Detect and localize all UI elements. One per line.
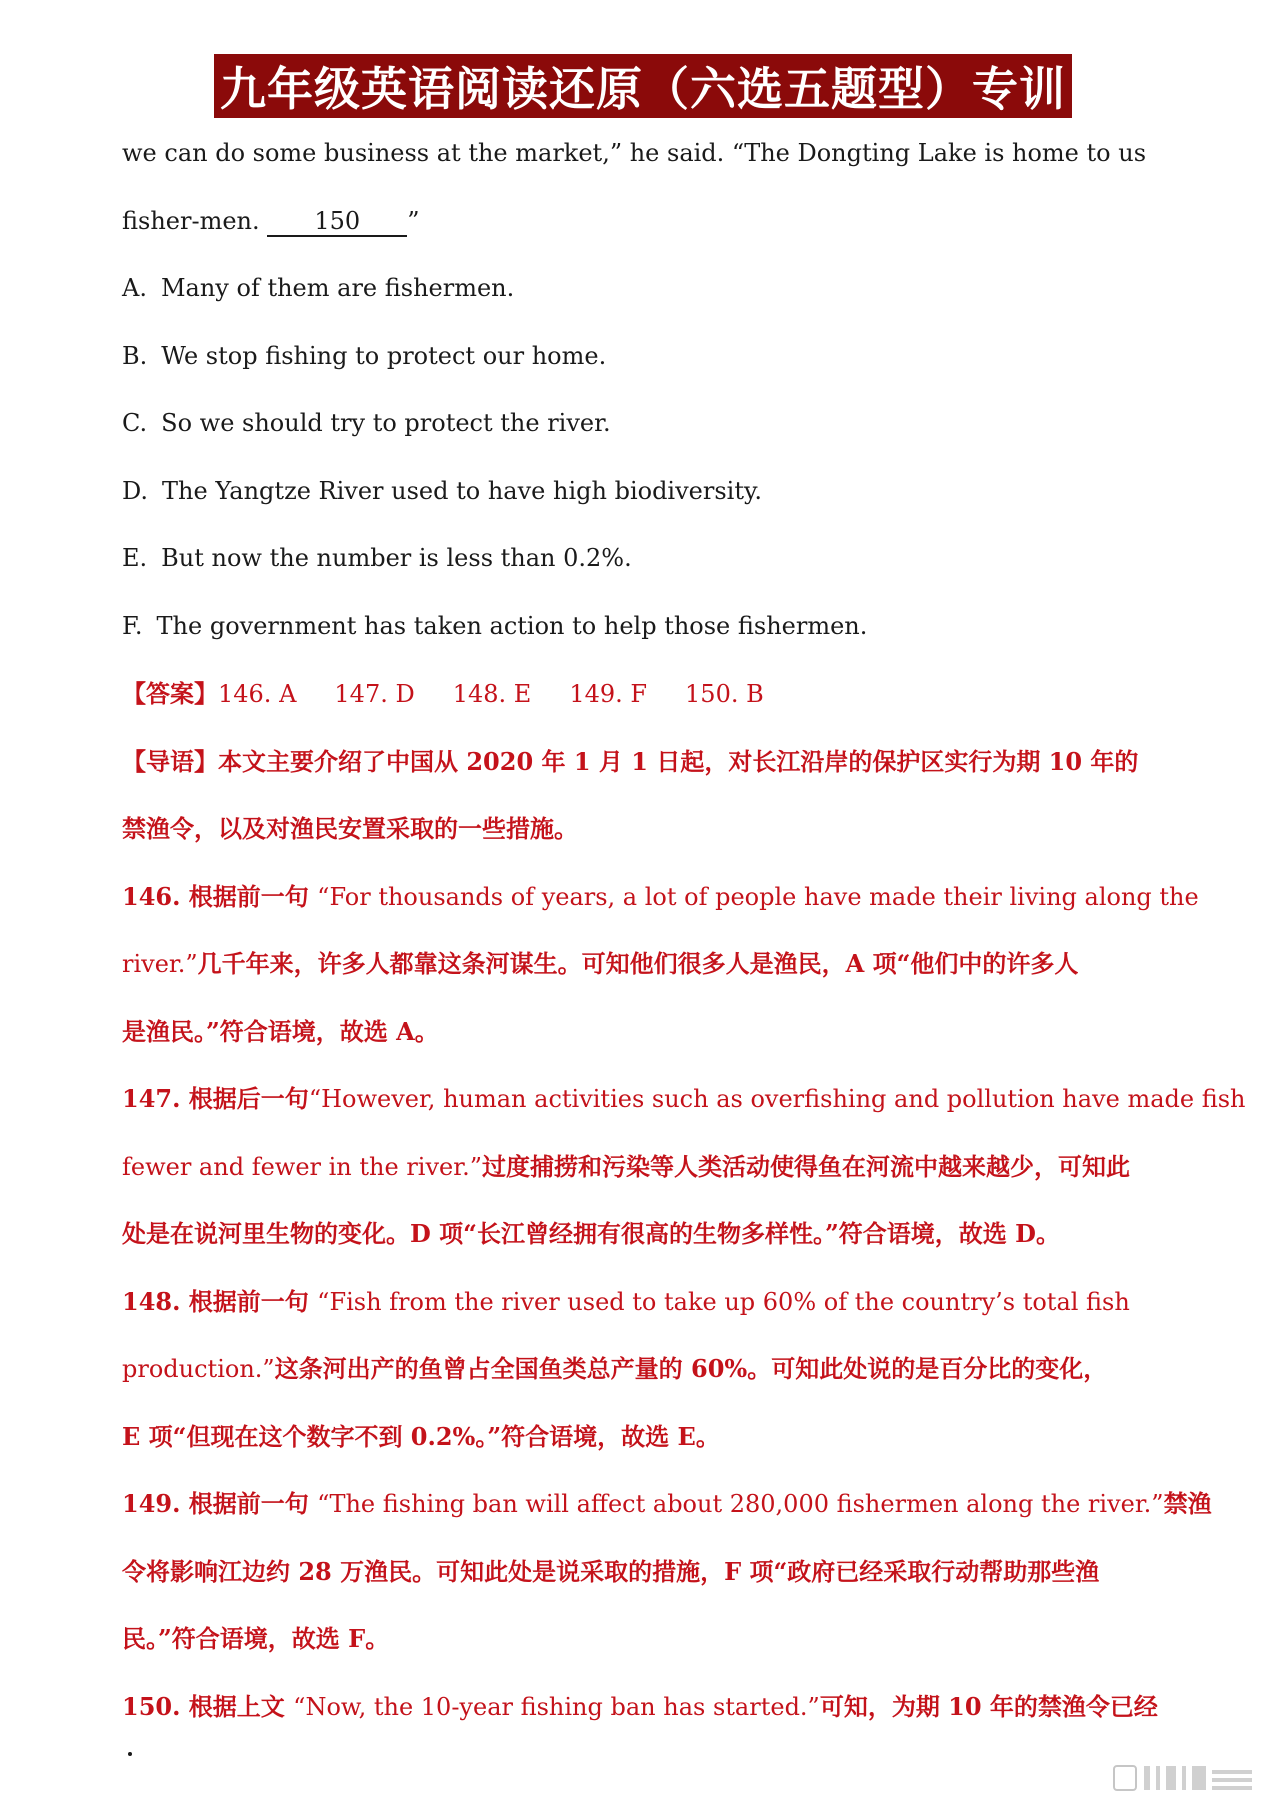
explanation-zh: 禁渔 xyxy=(1163,1489,1212,1518)
explanation-148-line-3: E 项“但现在这个数字不到 0.2%。”符合语境，故选 E。 xyxy=(122,1421,720,1451)
explanation-149-line-1 xyxy=(122,1470,1212,1538)
explanation-zh: 147. 根据后一句 xyxy=(122,1084,309,1113)
option-e xyxy=(122,525,1182,593)
explanation-147-line-1 xyxy=(122,1065,1246,1133)
explanation-146-line-2 xyxy=(122,930,1182,998)
explanation-en: “Now, the 10-year fishing ban has started.” xyxy=(293,1692,820,1721)
explanation-147-line-2 xyxy=(122,1133,1182,1201)
option-letter: F. xyxy=(122,611,143,640)
option-letter: B. xyxy=(122,341,148,370)
explanation-zh: 过度捕捞和污染等人类活动使得鱼在河流中越来越少，可知此 xyxy=(481,1151,1130,1181)
explanation-zh: 可知，为期 10 年的禁渔令已经 xyxy=(819,1691,1158,1721)
intro-label: 【导语】 xyxy=(122,746,218,776)
option-text: The government has taken action to help those fishermen. xyxy=(156,611,868,640)
explanation-en: “However, human activities such as overfishing and pollution have made fish xyxy=(308,1085,1246,1113)
answer-line xyxy=(122,660,1182,728)
explanation-148-line-2 xyxy=(122,1335,1182,1403)
intro-line-1 xyxy=(122,728,1182,796)
explanation-en: “Fish from the river used to take up 60% of the country’s total fish xyxy=(317,1287,1130,1316)
explanation-zh: 150. 根据上文 xyxy=(122,1691,285,1721)
explanation-zh: 这条河出产的鱼曾占全国鱼类总产量的 60%。可知此处说的是百分比的变化， xyxy=(274,1354,1108,1383)
answer-item: 150. B xyxy=(685,680,764,708)
blank-150: 150 xyxy=(267,207,407,237)
explanation-en: “The fishing ban will affect about 280,000 fishermen along the river.” xyxy=(317,1490,1164,1518)
explanation-zh: 146. 根据前一句 xyxy=(122,881,309,911)
document-body xyxy=(122,120,1246,1740)
passage-line-2 xyxy=(122,188,1182,256)
option-text: So we should try to protect the river. xyxy=(161,409,611,437)
explanation-en: production.” xyxy=(122,1355,275,1383)
watermark-logo-icon xyxy=(1112,1760,1262,1796)
option-letter: C. xyxy=(122,409,148,437)
passage-line-2-suffix: ” xyxy=(407,206,420,235)
page-title: 九年级英语阅读还原（六选五题型）专训 xyxy=(220,62,1066,116)
explanation-146-line-1 xyxy=(122,863,1199,931)
explanation-en: “For thousands of years, a lot of people have made their living along the xyxy=(317,882,1199,911)
stray-dot xyxy=(128,1752,132,1756)
option-text: Many of them are fishermen. xyxy=(160,274,515,302)
explanation-zh: 148. 根据前一句 xyxy=(122,1286,309,1316)
answer-item: 148. E xyxy=(452,680,532,708)
option-letter: D. xyxy=(122,476,149,505)
explanation-en: river.” xyxy=(122,950,198,978)
explanation-147-line-3: 处是在说河里生物的变化。D 项“长江曾经拥有很高的生物多样性。”符合语境，故选 D。 xyxy=(122,1219,1060,1248)
title-banner xyxy=(214,54,1072,118)
option-b xyxy=(122,323,1182,391)
passage-line-2-prefix: fisher-men. xyxy=(122,206,260,235)
option-letter: E. xyxy=(122,544,148,572)
explanation-149-line-3: 民。”符合语境，故选 F。 xyxy=(122,1624,390,1653)
answer-item: 146. A xyxy=(218,680,297,708)
explanation-149-line-2: 令将影响江边约 28 万渔民。可知此处是说采取的措施，F 项“政府已经采取行动帮助那些渔 xyxy=(122,1556,1100,1586)
explanation-146-line-3: 是渔民。”符合语境，故选 A。 xyxy=(122,1016,439,1046)
option-d xyxy=(122,458,1182,526)
explanation-150-line-1 xyxy=(122,1673,1182,1741)
intro-line-2: 禁渔令，以及对渔民安置采取的一些措施。 xyxy=(122,814,578,843)
answer-item: 149. F xyxy=(569,680,648,708)
option-text: The Yangtze River used to have high biodiversity. xyxy=(162,476,762,505)
option-text: We stop fishing to protect our home. xyxy=(161,341,607,370)
passage-line-1: we can do some business at the market,” he said. “The Dongting Lake is home to us xyxy=(122,139,1147,167)
explanation-zh: 几千年来，许多人都靠这条河谋生。可知他们很多人是渔民，A 项“他们中的许多人 xyxy=(197,949,1079,978)
intro-text: 本文主要介绍了中国从 2020 年 1 月 1 日起，对长江沿岸的保护区实行为期 10 年的 xyxy=(218,746,1139,776)
explanation-zh: 149. 根据前一句 xyxy=(122,1489,309,1518)
answer-item: 147. D xyxy=(334,680,415,708)
option-f xyxy=(122,593,1182,661)
option-text: But now the number is less than 0.2%. xyxy=(161,544,632,572)
answer-label: 【答案】 xyxy=(122,679,218,708)
explanation-en: fewer and fewer in the river.” xyxy=(122,1152,482,1181)
option-letter: A. xyxy=(122,274,147,302)
option-c xyxy=(122,390,1182,458)
option-a xyxy=(122,255,1182,323)
explanation-148-line-1 xyxy=(122,1268,1182,1336)
